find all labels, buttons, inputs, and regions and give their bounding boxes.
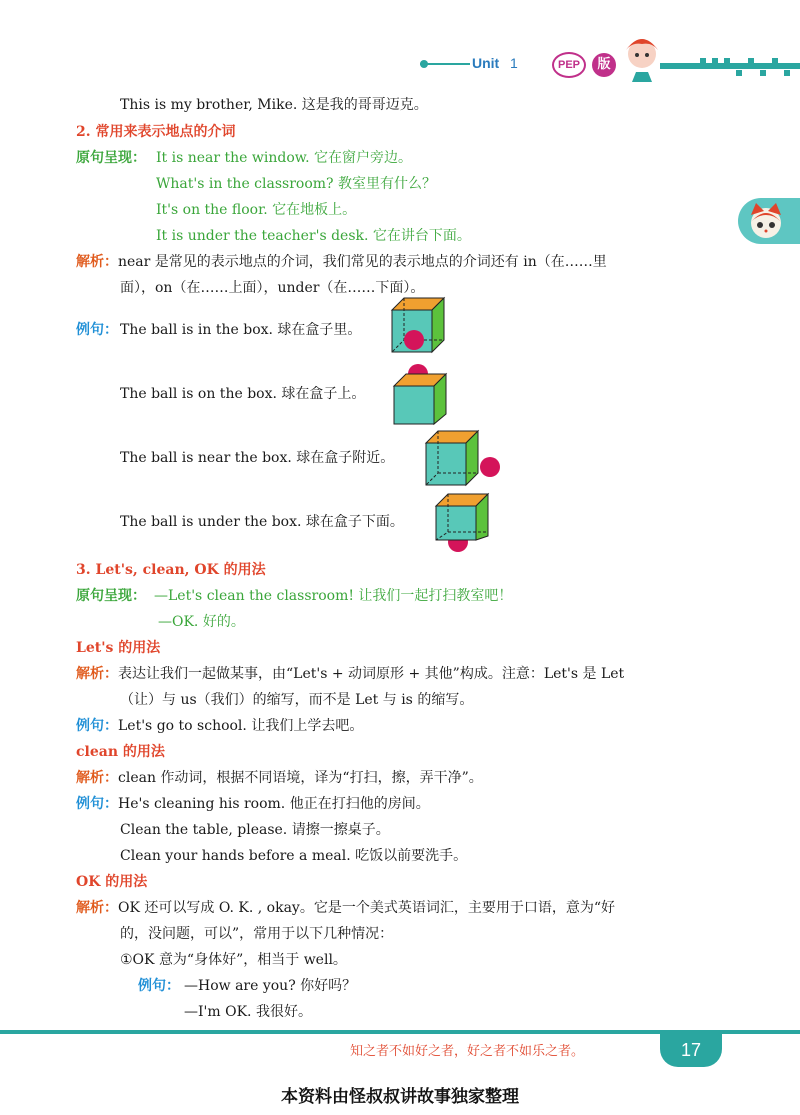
original-sentence-3: It's on the floor. 它在地板上。 xyxy=(156,202,357,218)
ball-under-box-illustration xyxy=(430,488,496,554)
lets-example-label: 例句： xyxy=(76,718,118,734)
ok-usage-heading: OK 的用法 xyxy=(76,874,148,890)
example-under: The ball is under the box. 球在盒子下面。 xyxy=(120,514,404,530)
header-decoration xyxy=(0,52,800,82)
lets-analysis-label: 解析： xyxy=(76,666,118,682)
ball-on-box-illustration xyxy=(388,360,454,426)
original-sentence-3-2: —OK. 好的。 xyxy=(158,614,245,630)
lets-analysis-1: 表达让我们一起做某事，由“Let's + 动词原形 + 其他”构成。注意：Let's 是 Let xyxy=(118,666,625,682)
analysis-text-1: near 是常见的表示地点的介词，我们常见的表示地点的介词还有 in（在……里 xyxy=(118,254,607,270)
edition-badge: 版 xyxy=(592,53,616,77)
brother-sentence: This is my brother, Mike. 这是我的哥哥迈克。 xyxy=(120,97,428,113)
unit-number: 1 xyxy=(510,55,518,71)
section-3-title: 3. Let's, clean, OK 的用法 xyxy=(76,562,266,578)
original-sentence-2: What's in the classroom? 教室里有什么？ xyxy=(156,176,436,192)
clean-usage-heading: clean 的用法 xyxy=(76,744,165,760)
footer-motto: 知之者不如好之者，好之者不如乐之者。 xyxy=(350,1044,585,1059)
example-on: The ball is on the box. 球在盒子上。 xyxy=(120,386,366,402)
ok-analysis-label: 解析： xyxy=(76,900,118,916)
example-label: 例句： xyxy=(76,322,118,338)
ok-example-1: —How are you? 你好吗？ xyxy=(184,978,357,994)
mascot-girl-icon xyxy=(618,34,666,84)
original-sentence-label-3: 原句呈现： xyxy=(76,588,146,604)
page-header xyxy=(0,52,800,74)
clean-analysis: clean 作动词，根据不同语境，译为“打扫，擦，弄干净”。 xyxy=(118,770,483,786)
ok-analysis-1: OK 还可以写成 O. K. , okay。它是一个美式英语词汇，主要用于口语，意为“好 xyxy=(118,900,615,916)
page-number: 17 xyxy=(660,1033,722,1067)
section-2-title: 2. 常用来表示地点的介词 xyxy=(76,124,236,140)
lets-usage-heading: Let's 的用法 xyxy=(76,640,161,656)
ok-example-label: 例句： xyxy=(138,978,180,994)
ball-in-box-illustration xyxy=(386,292,452,358)
clean-example-2: Clean the table, please. 请擦一擦桌子。 xyxy=(120,822,390,838)
lets-example: Let's go to school. 让我们上学去吧。 xyxy=(118,718,364,734)
ok-item-1: ①OK 意为“身体好”，相当于 well。 xyxy=(120,952,347,968)
original-sentence-3-1: —Let's clean the classroom! 让我们一起打扫教室吧！ xyxy=(154,588,513,604)
analysis-label: 解析： xyxy=(76,254,118,270)
ok-analysis-2: 的，没问题，可以”，常用于以下几种情况： xyxy=(120,926,394,942)
fox-mascot-icon xyxy=(746,201,786,241)
clean-example-label: 例句： xyxy=(76,796,118,812)
original-sentence-label: 原句呈现： xyxy=(76,150,146,166)
original-sentence-4: It is under the teacher's desk. 它在讲台下面。 xyxy=(156,228,471,244)
ok-example-2: —I'm OK. 我很好。 xyxy=(184,1004,312,1020)
source-note: 本资料由怪叔叔讲故事独家整理 xyxy=(281,1087,519,1107)
side-tab xyxy=(738,198,800,244)
clean-example-3: Clean your hands before a meal. 吃饭以前要洗手。 xyxy=(120,848,468,864)
example-in: The ball is in the box. 球在盒子里。 xyxy=(120,322,362,338)
unit-label: Unit xyxy=(472,55,500,71)
example-near: The ball is near the box. 球在盒子附近。 xyxy=(120,450,395,466)
ball-near-box-illustration xyxy=(420,425,502,491)
clean-analysis-label: 解析： xyxy=(76,770,118,786)
analysis-text-2: 面），on（在……上面），under（在……下面）。 xyxy=(120,280,425,296)
pep-badge: PEP xyxy=(552,52,586,78)
clean-example-1: He's cleaning his room. 他正在打扫他的房间。 xyxy=(118,796,430,812)
lets-analysis-2: （让）与 us（我们）的缩写，而不是 Let 与 is 的缩写。 xyxy=(120,692,474,708)
original-sentence-1: It is near the window. 它在窗户旁边。 xyxy=(156,150,412,166)
